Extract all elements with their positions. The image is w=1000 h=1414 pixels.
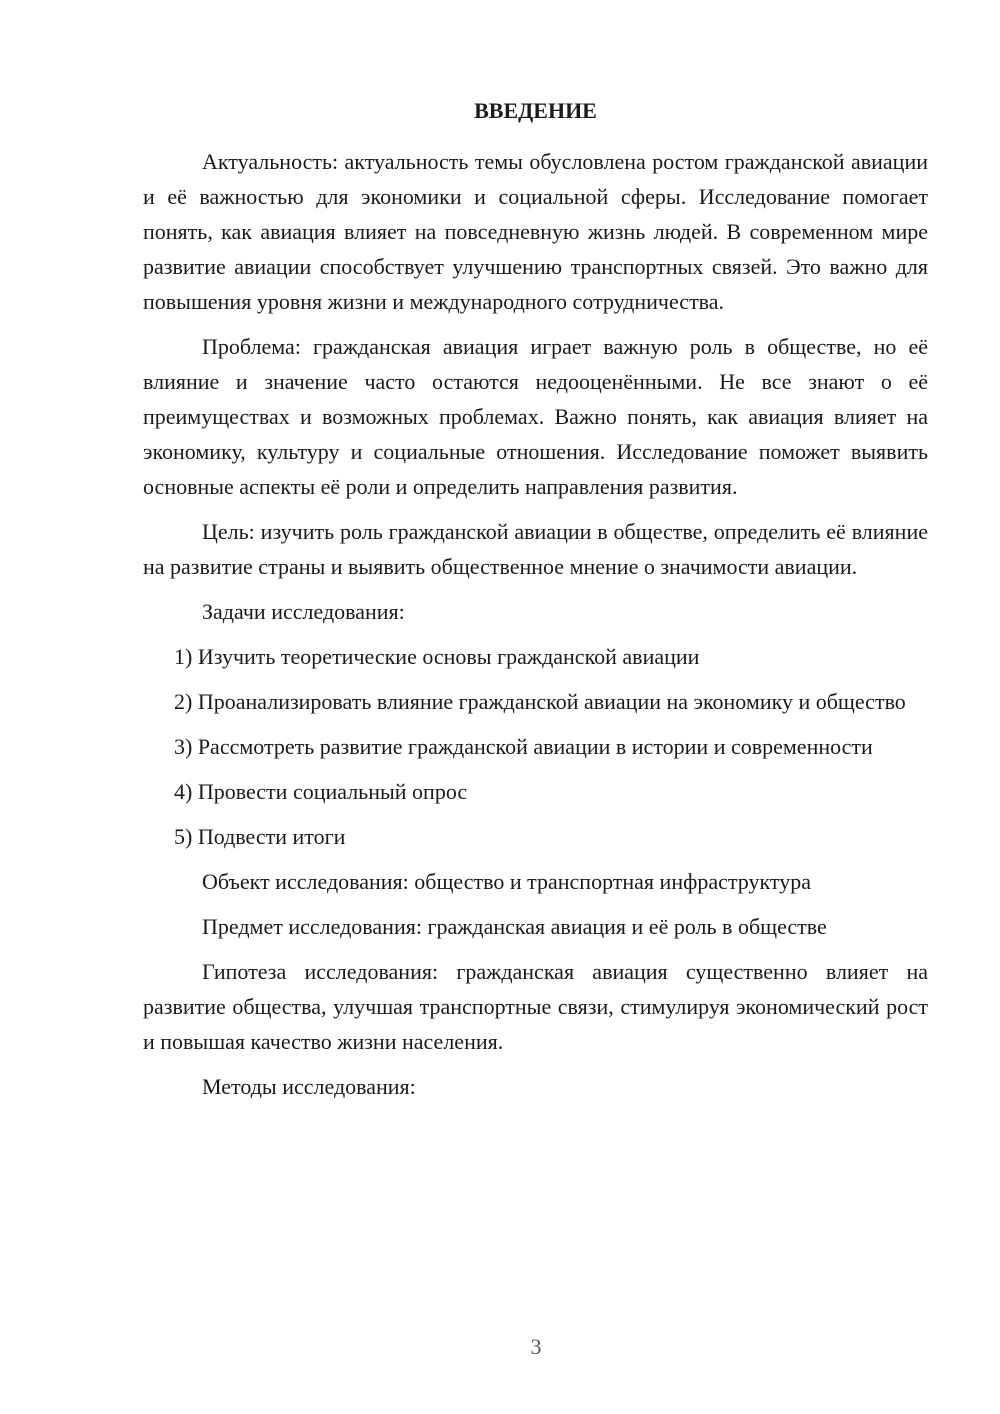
page-number: 3 (530, 1334, 542, 1359)
section-title: ВВЕДЕНИЕ (474, 98, 597, 123)
document-page (143, 96, 928, 1104)
task-item-4: 4) Провести социальный опрос (174, 779, 468, 804)
task-item-2: 2) Проанализировать влияние гражданской авиации на экономику и общество (174, 689, 906, 714)
tasks-heading: Задачи исследования: (202, 599, 405, 624)
relevance-paragraph: Актуальность: актуальность темы обусловлена ростом гражданской авиации и её важностью для экономики и социальной сферы. Исследование помогает понять, как авиация влияет на повседневную жизнь людей. В современном мире развитие авиации способствует улучшению транспортных связей. Это важно для повышения уровня жизни и международного сотрудничества. (143, 149, 928, 314)
goal-paragraph: Цель: изучить роль гражданской авиации в обществе, определить её влияние на развитие страны и выявить общественное мнение о значимости авиации. (143, 519, 928, 579)
research-object: Объект исследования: общество и транспортная инфраструктура (202, 869, 811, 894)
task-item-3: 3) Рассмотреть развитие гражданской авиации в истории и современности (174, 734, 873, 759)
problem-paragraph: Проблема: гражданская авиация играет важную роль в обществе, но её влияние и значение часто остаются недооценёнными. Не все знают о её преимуществах и возможных проблемах. Важно понять, как авиация влияет на экономику, культуру и социальные отношения. Исследование поможет выявить основные аспекты её роли и определить направления развития. (143, 334, 928, 499)
task-item-1: 1) Изучить теоретические основы гражданской авиации (174, 644, 700, 669)
research-hypothesis: Гипотеза исследования: гражданская авиация существенно влияет на развитие общества, улучшая транспортные связи, стимулируя экономический рост и повышая качество жизни населения. (143, 959, 928, 1054)
research-subject: Предмет исследования: гражданская авиация и её роль в обществе (202, 914, 827, 939)
research-methods: Методы исследования: (202, 1074, 416, 1099)
task-item-5: 5) Подвести итоги (174, 824, 346, 849)
